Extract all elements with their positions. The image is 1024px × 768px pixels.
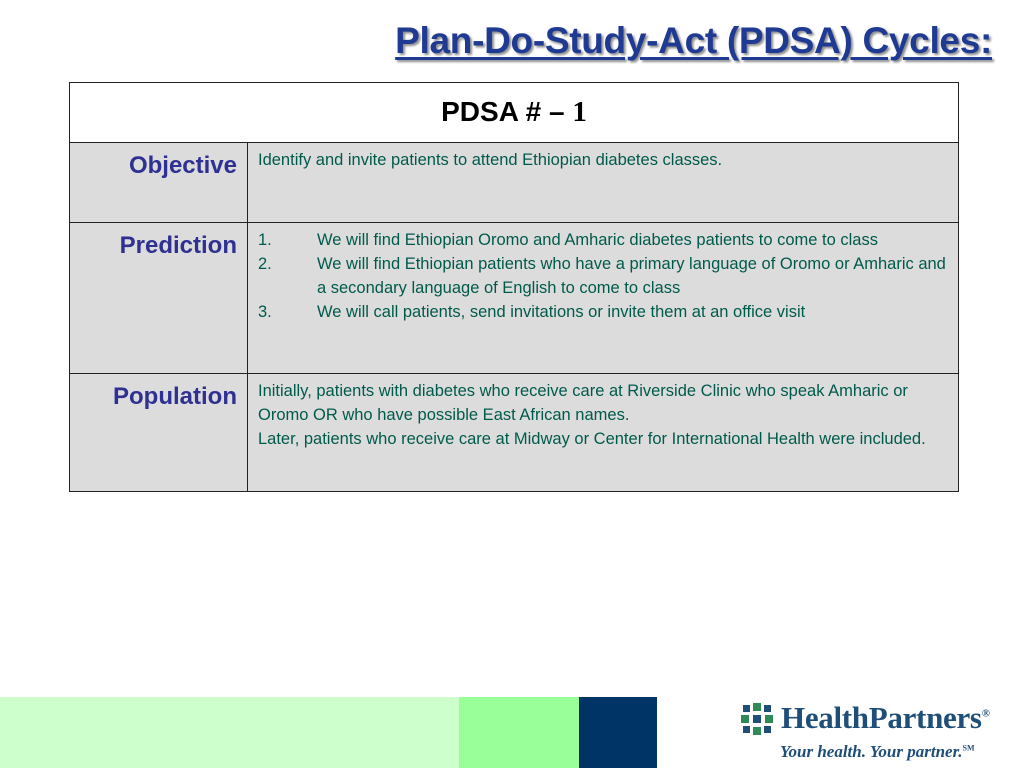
prediction-list: [258, 228, 948, 324]
prediction-row: [70, 223, 959, 374]
objective-content-cell: [248, 143, 959, 223]
healthpartners-logo-name: [781, 700, 990, 736]
pdsa-header-prefix: PDSA # –: [441, 96, 573, 127]
footer-band-light-green: [0, 697, 459, 768]
population-content-cell: [248, 374, 959, 492]
population-label: Population: [113, 383, 237, 410]
list-item: [258, 300, 948, 324]
footer-band-green: [459, 697, 579, 768]
pdsa-header-row: [70, 83, 959, 143]
objective-label: Objective: [128, 152, 237, 179]
logo-name-text: HealthPartners: [781, 700, 982, 735]
pdsa-header-cell: [70, 83, 959, 143]
population-text-initial: Initially, patients with diabetes who receive care at Riverside Clinic who speak Amharic or Oromo OR who have possible East African names.: [258, 382, 908, 424]
healthpartners-logo-icon: [741, 703, 773, 735]
population-row: [70, 374, 959, 492]
healthpartners-tagline: [780, 742, 975, 762]
list-item-number: 3.: [258, 303, 272, 321]
list-item-text: We will call patients, send invitations or invite them at an office visit: [317, 303, 806, 321]
list-item-text: We will find Ethiopian Oromo and Amharic diabetes patients to come to class: [317, 231, 878, 249]
objective-row: [70, 143, 959, 223]
population-label-cell: [70, 374, 248, 492]
slide-title: Plan-Do-Study-Act (PDSA) Cycles:: [395, 20, 992, 61]
objective-label-cell: [70, 143, 248, 223]
prediction-label-cell: [70, 223, 248, 374]
prediction-content-cell: [248, 223, 959, 374]
pdsa-header-number: 1: [572, 96, 587, 128]
list-item-text: We will find Ethiopian patients who have a primary language of Oromo or Amharic and a secondary language of English to come to class: [317, 255, 946, 297]
list-item: [258, 252, 948, 300]
tagline-text: Your health. Your partner.: [780, 742, 963, 761]
tagline-service-mark: SM: [962, 743, 975, 753]
objective-text: Identify and invite patients to attend Ethiopian diabetes classes.: [258, 151, 723, 169]
logo-registered-mark: ®: [981, 707, 990, 720]
list-item-number: 1.: [258, 231, 272, 249]
population-text-later: Later, patients who receive care at Midway or Center for International Health were included.: [258, 430, 926, 448]
list-item-number: 2.: [258, 255, 272, 273]
prediction-label: Prediction: [119, 232, 237, 259]
footer-band-navy: [579, 697, 657, 768]
list-item: [258, 228, 948, 252]
pdsa-table: [69, 82, 959, 492]
